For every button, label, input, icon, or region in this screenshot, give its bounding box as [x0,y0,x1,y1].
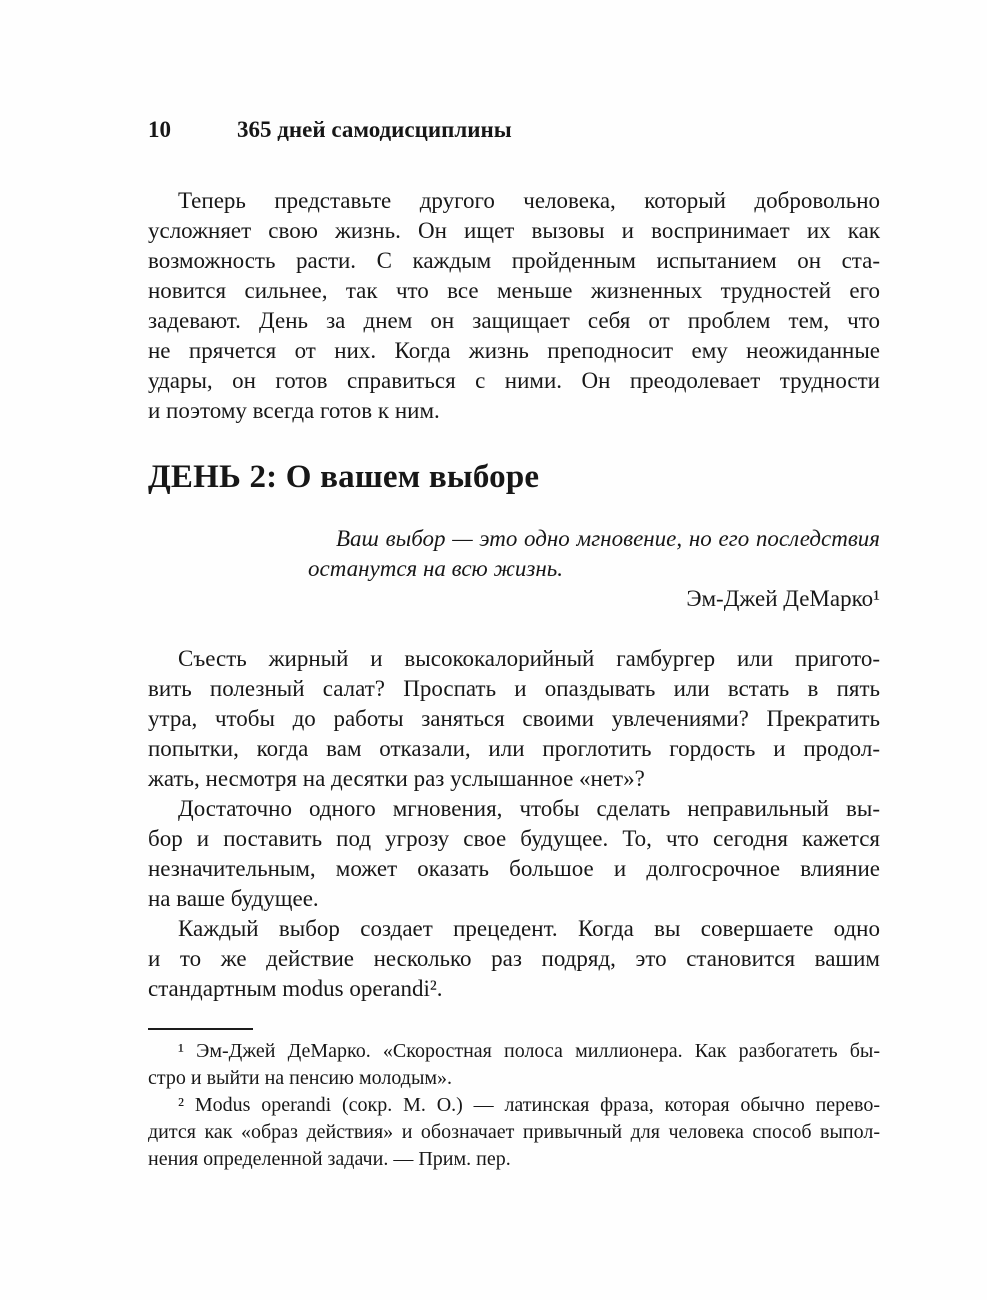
text-line: утра, чтобы до работы заняться своими увлечениями? Прекратить [148,706,880,731]
text-line: и то же действие несколько раз подряд, это становится вашим [148,946,880,971]
text-line: останутся на всю жизнь. [308,556,563,581]
text-line: ² Modus operandi (сокр. М. О.) — латинская фраза, которая обычно перево- [178,1094,880,1116]
text-line: на ваше будущее. [148,886,319,911]
text-line: удары, он готов справиться с ними. Он преодолевает трудности [148,368,880,393]
text-line: стро и выйти на пенсию молодым». [148,1067,453,1089]
text-line: нения определенной задачи. — Прим. пер. [148,1148,511,1170]
text-line: дится как «образ действия» и обозначает привычный для человека способ выпол- [148,1121,880,1143]
text-line: бор и поставить под угрозу свое будущее. То, что сегодня кажется [148,826,880,851]
text-line: попытки, когда вам отказали, или проглотить гордость и продол- [148,736,880,761]
text-line: и поэтому всегда готов к ним. [148,398,440,423]
footnote-1 [148,1038,880,1092]
page-number: 10 [148,117,171,142]
text-line: ¹ Эм-Джей ДеМарко. «Скоростная полоса миллионера. Как разбогатеть бы- [178,1040,880,1062]
text-line: усложняет свою жизнь. Он ищет вызовы и воспринимает их как [148,218,880,243]
epigraph [308,524,880,584]
text-line: вить полезный салат? Проспать и опаздывать или встать в пять [148,676,880,701]
day-heading: ДЕНЬ 2: О вашем выборе [148,459,540,495]
text-line: Съесть жирный и высококалорийный гамбургер или пригото- [178,646,880,671]
footnote-2 [148,1092,880,1173]
text-line: задевают. День за днем он защищает себя от проблем тем, что [148,308,880,333]
text-line: жать, несмотря на десятки раз услышанное «нет»? [148,766,645,791]
intro-paragraph [148,186,880,426]
text-line: Каждый выбор создает прецедент. Когда вы совершаете одно [178,916,880,941]
text-line: новится сильнее, так что все меньше жизненных трудностей его [148,278,880,303]
text-line: Теперь представьте другого человека, который добровольно [178,188,880,213]
text-line: стандартным modus operandi². [148,976,443,1001]
text-line: незначительным, может оказать большое и долгосрочное влияние [148,856,880,881]
running-title: 365 дней самодисциплины [237,117,512,142]
epigraph-attribution: Эм-Джей ДеМарко¹ [686,586,880,611]
text-line: Ваш выбор — это одно мгновение, но его последствия [336,526,880,551]
body-paragraph-3 [148,914,880,1004]
text-line: возможность расти. С каждым пройденным испытанием он ста- [148,248,880,273]
text-line: Достаточно одного мгновения, чтобы сделать неправильный вы- [178,796,880,821]
body-paragraph-1 [148,644,880,794]
footnotes-block [148,1028,880,1173]
body-paragraph-2 [148,794,880,914]
running-header [148,118,880,142]
footnote-separator-rule [148,1028,253,1030]
text-line: не прячется от них. Когда жизнь преподносит ему неожиданные [148,338,880,363]
